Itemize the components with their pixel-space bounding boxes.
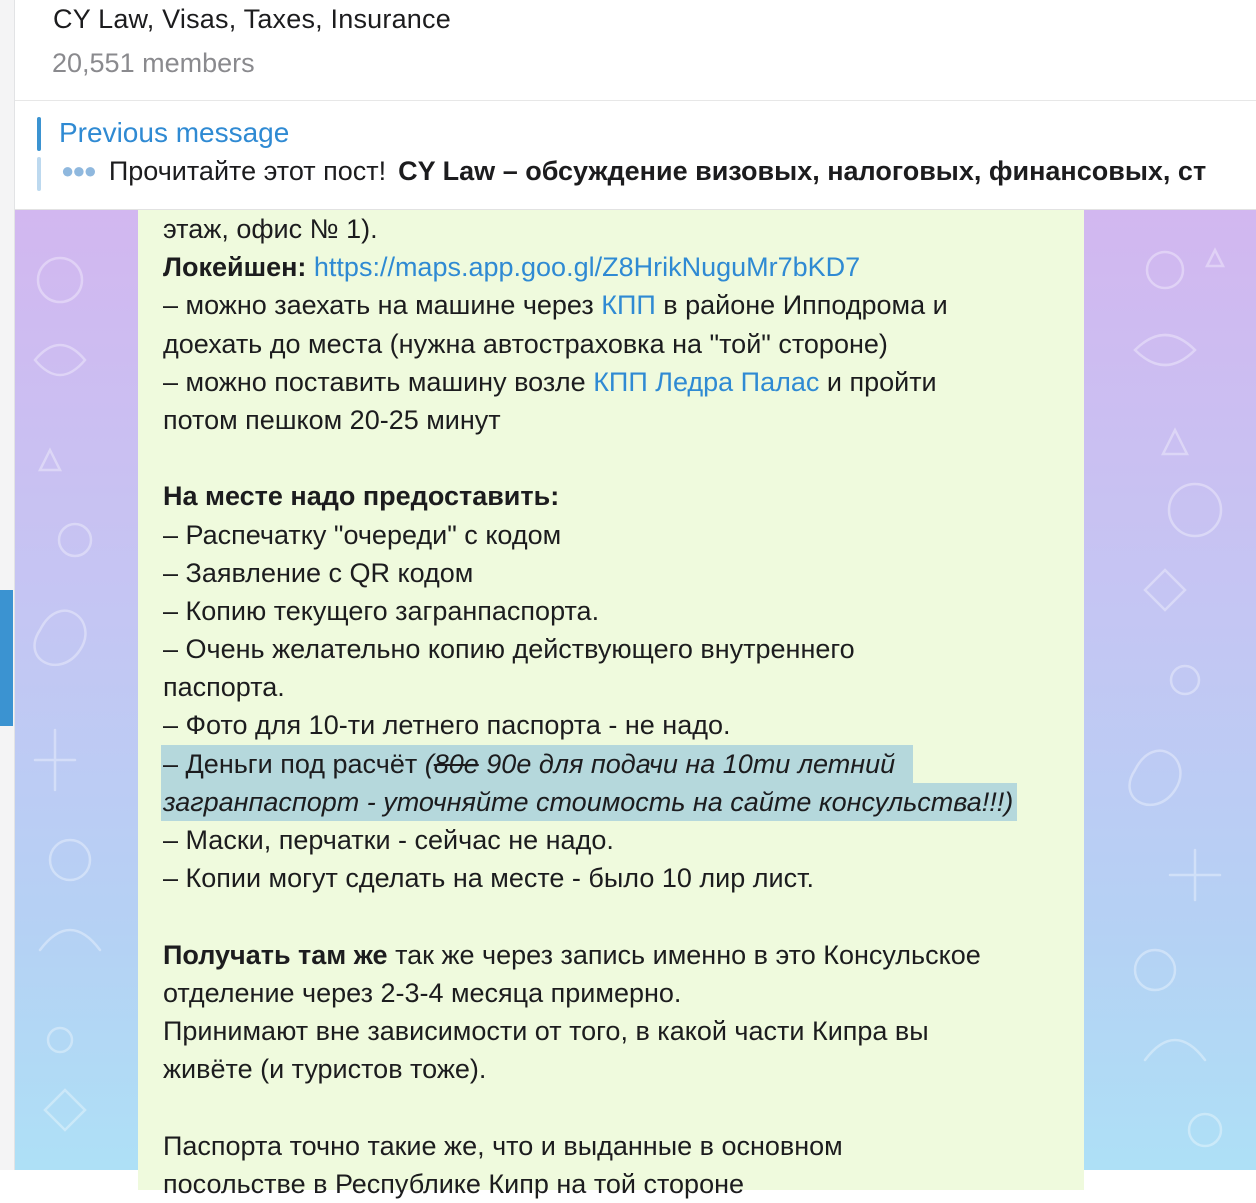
pinned-message-bar[interactable] [15, 101, 1256, 210]
message-line: отделение через 2-3-4 месяца примерно. [163, 977, 682, 1008]
blank-line [163, 439, 1063, 477]
blank-line [163, 897, 1063, 935]
message-line-highlighted[interactable] [163, 783, 1063, 821]
ellipsis-emoji-icon: ●●● [61, 158, 95, 183]
message-bubble[interactable] [138, 210, 1084, 1199]
ledra-palace-link[interactable]: КПП Ледра Палас [593, 366, 820, 397]
pinned-indicator-inactive [37, 157, 41, 191]
location-label: Локейшен: [163, 252, 307, 283]
chat-title[interactable]: CY Law, Visas, Taxes, Insurance [53, 4, 451, 34]
pinned-title[interactable]: Previous message [59, 117, 290, 148]
message-line: – Маски, перчатки - сейчас не надо. [163, 825, 614, 855]
message-line: – Фото для 10-ти летнего паспорта - не надо. [163, 710, 731, 741]
section-heading: Получать там же [163, 939, 388, 970]
text-selection[interactable]: – Деньги под расчёт (80е 90е для подачи на 10ти летний [161, 745, 913, 783]
message-line: доехать до места (нужна автостраховка на "той" стороне) [163, 328, 888, 359]
message-line: – Очень желательно копию действующего внутреннего [163, 634, 855, 665]
pinned-indicator-active [37, 117, 41, 151]
message-line: посольстве в Республике Кипр на той стороне [163, 1168, 745, 1199]
message-line: – Распечатку "очереди" с кодом [163, 519, 562, 550]
text-selection[interactable]: загранпаспорт - уточняйте стоимость на сайте консульства!!!) [161, 783, 1017, 821]
message-line: Паспорта точно такие же, что и выданные в основном [163, 1130, 843, 1161]
message-line [163, 248, 1063, 286]
message-line: потом пешком 20-25 минут [163, 404, 501, 435]
message-line: паспорта. [163, 672, 285, 703]
message-line: – Заявление с QR кодом [163, 557, 474, 588]
message-line: – можно поставить машину возле КПП Ледра Палас и пройти [163, 366, 937, 397]
chat-background [15, 210, 1256, 1199]
message-text [163, 210, 1063, 1203]
checkpoint-link[interactable]: КПП [601, 290, 656, 321]
message-line: Получать там же так же через запись именно в это Консульское [163, 939, 981, 970]
message-line: – Копию текущего загранпаспорта. [163, 595, 600, 626]
section-heading: На месте надо предоставить: [163, 481, 560, 512]
sidebar-selection-indicator [0, 590, 13, 726]
pinned-preview-bold: CY Law – обсуждение визовых, налоговых, финансовых, ст [398, 156, 1207, 186]
strikethrough-price: 80е [433, 748, 479, 779]
message-line: – можно заехать на машине через КПП в районе Ипподрома и [163, 290, 948, 321]
message-line: живёте (и туристов тоже). [163, 1054, 487, 1085]
left-sidebar-edge [0, 0, 15, 1170]
maps-link[interactable]: https://maps.app.goo.gl/Z8HrikNuguMr7bKD7 [313, 252, 861, 283]
blank-line [163, 1088, 1063, 1126]
message-line: этаж, офис № 1). [163, 214, 378, 244]
pinned-preview[interactable] [61, 156, 1206, 187]
chat-member-count: 20,551 members [52, 48, 255, 78]
message-line [163, 477, 1063, 515]
pinned-preview-text: Прочитайте этот пост! [108, 156, 387, 186]
message-line-highlighted[interactable] [163, 745, 1063, 783]
message-line: – Копии могут сделать на месте - было 10 лир лист. [163, 863, 814, 894]
chat-header[interactable] [15, 0, 1256, 101]
message-line: Принимают вне зависимости от того, в какой части Кипра вы [163, 1015, 929, 1046]
